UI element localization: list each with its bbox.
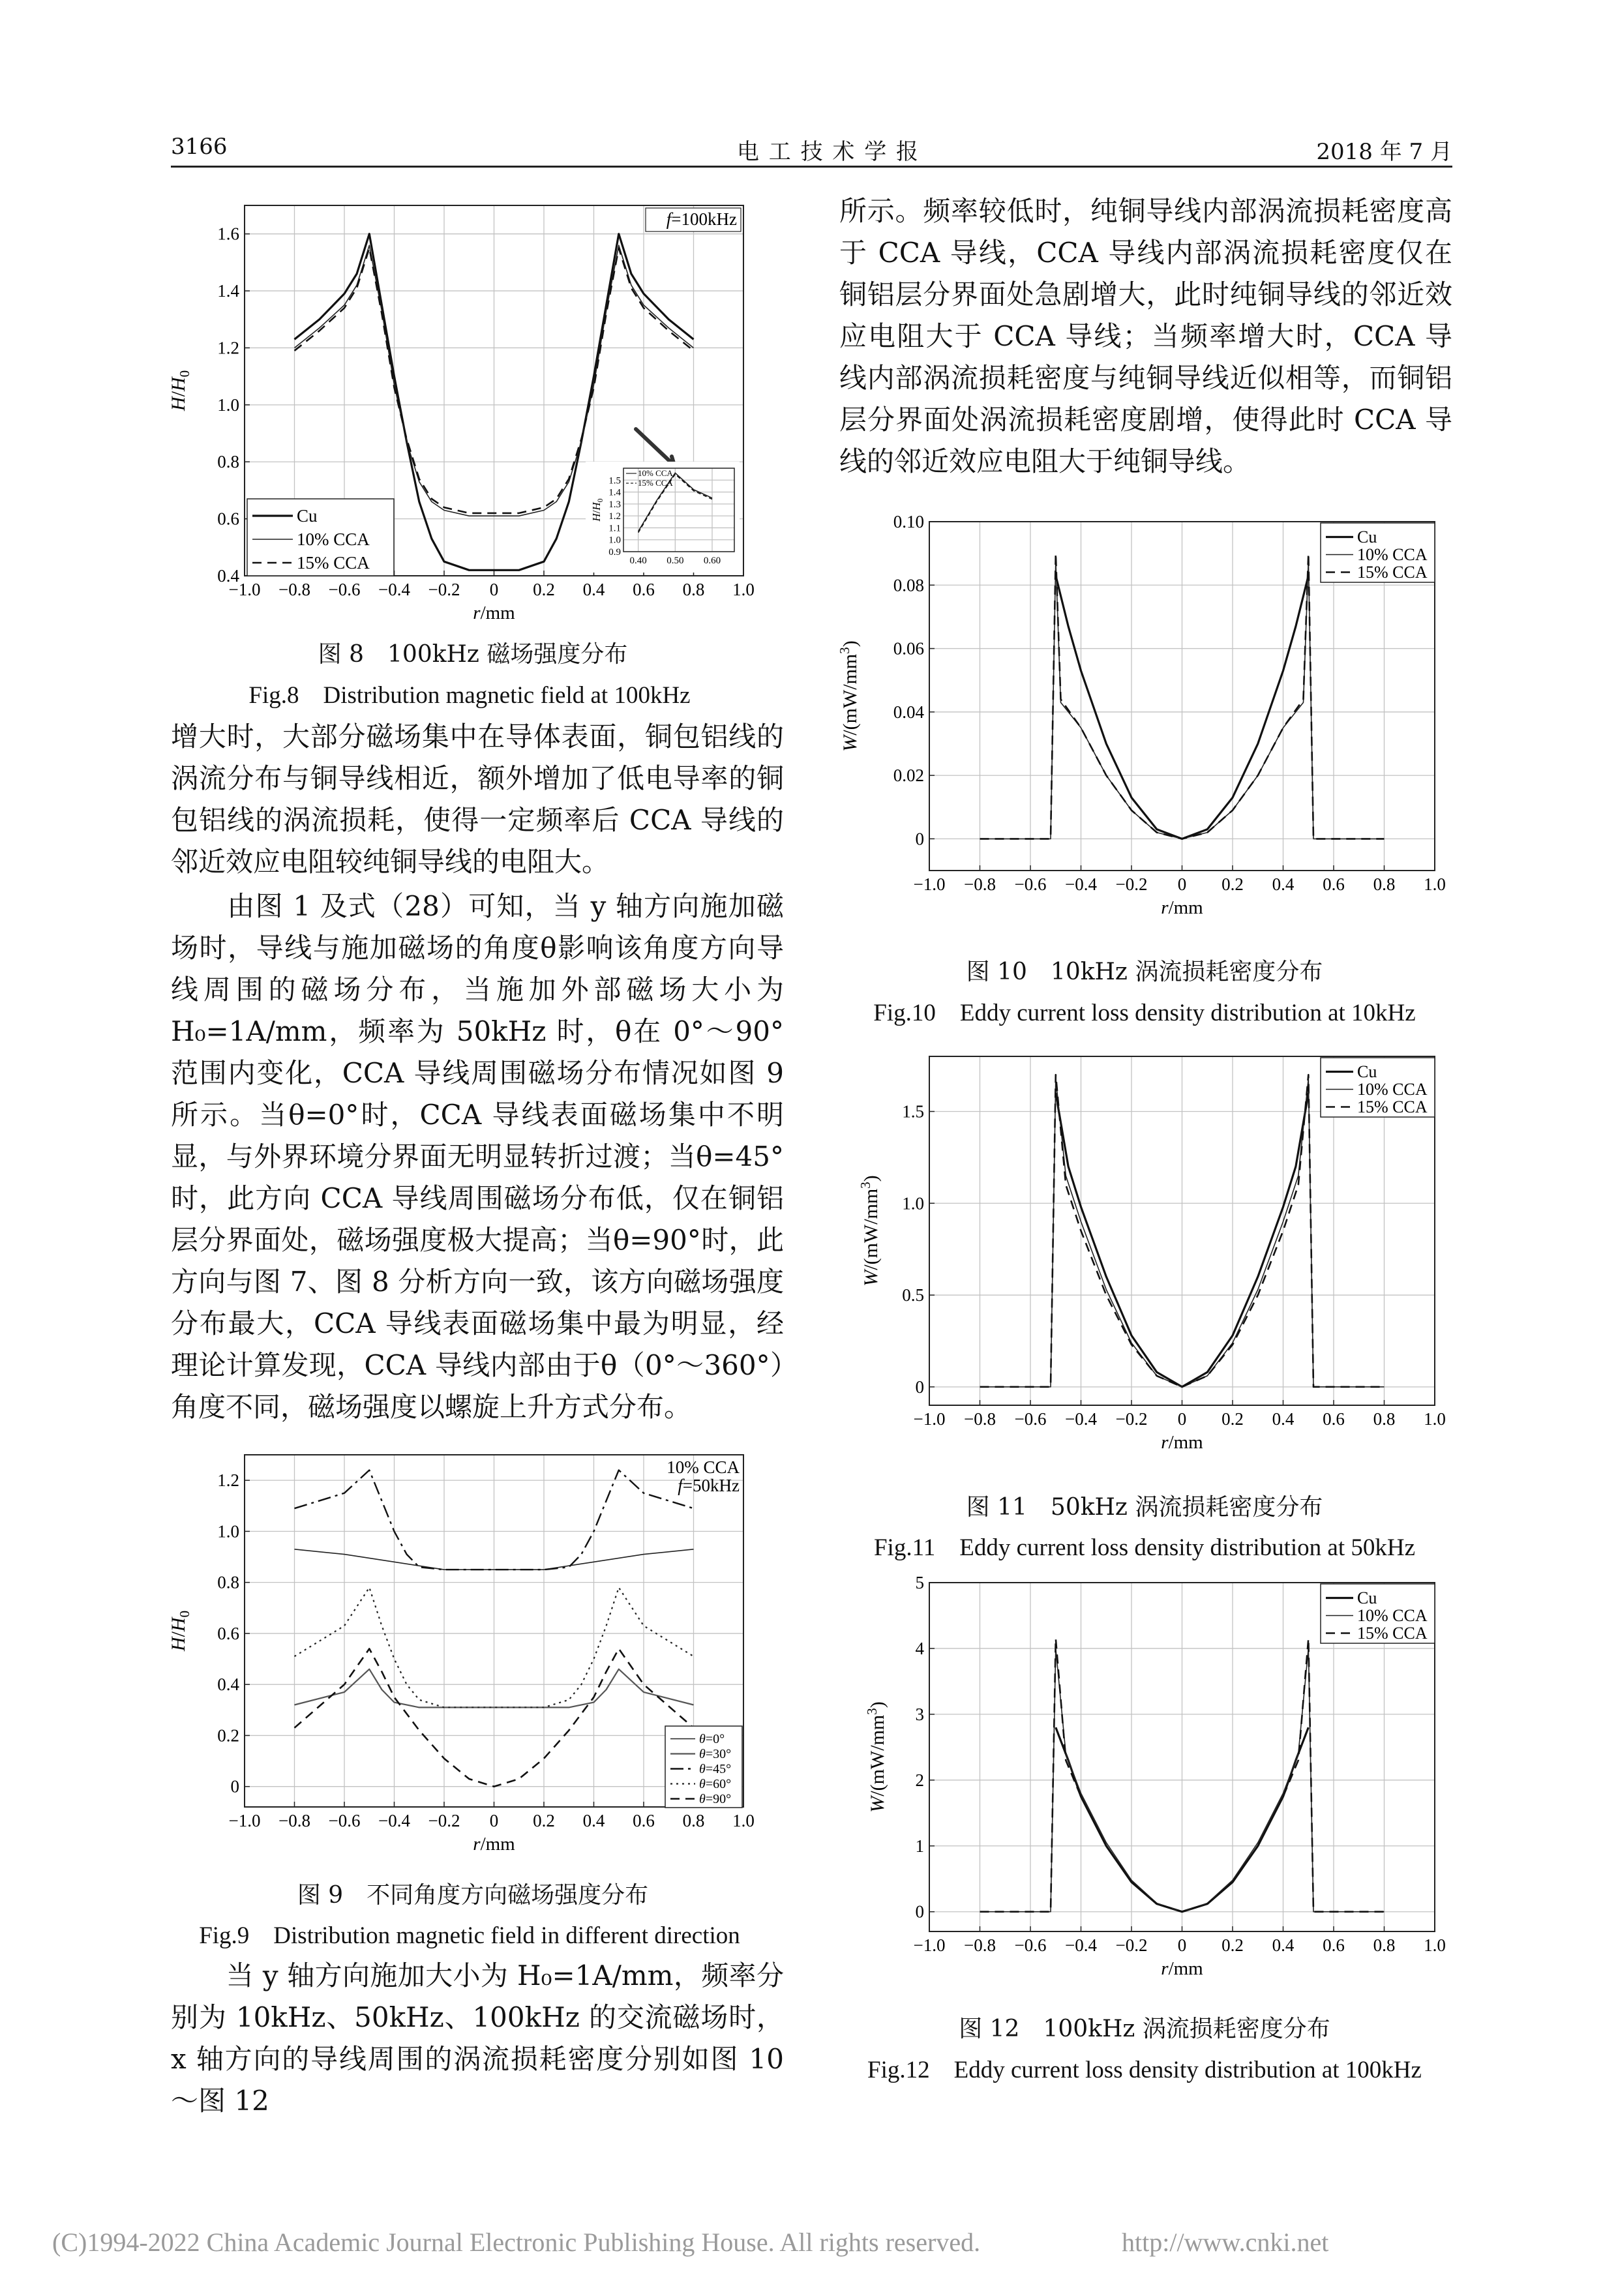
y-axis-label: $W/(mW/mm^3)$: [864, 1701, 888, 1813]
x-tick-label: −0.4: [1065, 1935, 1097, 1955]
y-tick-label: 1.0: [217, 1521, 239, 1542]
inset-y-tick-label: 1.2: [608, 511, 621, 522]
figure-10-chart: [837, 507, 1474, 938]
legend-label: 15% CCA: [1357, 1097, 1428, 1117]
legend-label: 10% CCA: [1357, 545, 1428, 565]
y-tick-label: 2: [915, 1770, 924, 1790]
legend-label: Cu: [1357, 528, 1377, 547]
x-tick-label: −0.4: [1065, 1409, 1097, 1429]
x-tick-label: 0.4: [1272, 1409, 1295, 1429]
y-tick-label: 0: [915, 1901, 924, 1922]
y-tick-label: 5: [915, 1573, 924, 1592]
inset-x-tick-label: 0.50: [667, 556, 684, 566]
figure-10-caption-cn: 图 10 10kHz 涡流损耗密度分布: [966, 959, 1323, 985]
x-tick-label: −0.2: [428, 1811, 460, 1830]
legend-label: Cu: [297, 506, 318, 526]
legend-label: Cu: [1357, 1062, 1377, 1082]
x-tick-label: −0.6: [328, 580, 361, 599]
y-tick-label: 1.4: [217, 281, 239, 301]
inset-y-tick-label: 1.5: [608, 475, 621, 486]
journal-title: 电 工 技 术 学 报: [736, 139, 920, 165]
x-tick-label: 0.4: [1272, 1935, 1295, 1955]
header-rule: [171, 166, 1452, 168]
inset-y-tick-label: 0.9: [608, 547, 621, 558]
y-axis-label: $H/H_0$: [168, 1610, 192, 1652]
x-tick-label: −0.8: [964, 1935, 996, 1955]
y-tick-label: 1.2: [217, 338, 239, 358]
x-axis-label: r/mm: [1161, 1432, 1203, 1453]
issue-date: 2018 年 7 月: [1316, 139, 1452, 165]
x-tick-label: 0: [1177, 1935, 1187, 1955]
inset-legend-label: 15% CCA: [638, 478, 673, 488]
x-tick-label: −1.0: [228, 1811, 261, 1830]
y-tick-label: 1.6: [217, 224, 239, 244]
inset-y-tick-label: 1.0: [608, 535, 621, 546]
y-tick-label: 1.5: [902, 1101, 924, 1122]
x-axis-label: r/mm: [1161, 1958, 1203, 1979]
y-tick-label: 1: [915, 1836, 924, 1856]
x-tick-label: 0.6: [1323, 1935, 1345, 1955]
figure-9-caption-en: Fig.9 Distribution magnetic field in different direction: [199, 1922, 740, 1949]
legend-label: 15% CCA: [297, 553, 370, 573]
x-tick-label: 0.4: [1272, 874, 1295, 894]
inset-legend-label: 10% CCA: [638, 468, 673, 478]
x-tick-label: 0.4: [582, 580, 605, 599]
y-tick-label: 0.04: [893, 702, 924, 722]
legend-label: 15% CCA: [1357, 563, 1428, 582]
x-tick-label: −0.6: [1014, 1409, 1047, 1429]
y-tick-label: 0.4: [217, 1675, 239, 1695]
x-tick-label: −0.6: [328, 1811, 361, 1830]
x-tick-label: 0.6: [1323, 874, 1345, 894]
x-axis-label: r/mm: [1161, 897, 1203, 918]
y-axis-label: $W/(mW/mm^3)$: [837, 640, 861, 752]
y-tick-label: 0.6: [217, 509, 239, 529]
x-tick-label: −0.4: [378, 1811, 410, 1830]
x-tick-label: 1.0: [1424, 874, 1446, 894]
x-tick-label: −0.2: [1115, 874, 1148, 894]
x-tick-label: 1.0: [1424, 1935, 1446, 1955]
x-tick-label: 0.6: [633, 580, 655, 599]
y-tick-label: 0.4: [217, 566, 239, 586]
x-tick-label: −0.8: [278, 1811, 310, 1830]
x-tick-label: 1.0: [732, 1811, 755, 1830]
legend-label: θ=90°: [699, 1792, 732, 1807]
frequency-annotation: f=100kHz: [666, 209, 737, 229]
x-tick-label: 0.2: [533, 580, 555, 599]
figure-10-caption-en: Fig.10 Eddy current loss density distribution at 10kHz: [873, 1000, 1416, 1026]
figure-12-caption-cn: 图 12 100kHz 涡流损耗密度分布: [959, 2016, 1330, 2042]
y-tick-label: 3: [915, 1704, 924, 1724]
x-tick-label: −1.0: [228, 580, 261, 599]
material-annotation: 10% CCA: [667, 1457, 740, 1477]
x-tick-label: 0.8: [1373, 874, 1396, 894]
x-tick-label: −1.0: [913, 874, 946, 894]
y-tick-label: 0.10: [893, 512, 924, 531]
inset-x-tick-label: 0.60: [703, 556, 721, 566]
right-paragraph-1: 所示。频率较低时，纯铜导线内部涡流损耗密度高于 CCA 导线，CCA 导线内部涡流损耗密度仅在铜铝层分界面处急剧增大，此时纯铜导线的邻近效应电阻大于 CCA 导线；当频率增大时，CCA 导线内部涡流损耗密度与纯铜导线近似相等，而铜铝层分界面处涡流损耗密度剧增，使得此时 CCA 导线的邻近效应电阻大于纯铜导线。: [839, 195, 1452, 477]
x-tick-label: 0.2: [1221, 1935, 1244, 1955]
x-tick-label: −0.2: [1115, 1935, 1148, 1955]
figure-11-caption-cn: 图 11 50kHz 涡流损耗密度分布: [966, 1494, 1323, 1521]
y-tick-label: 0.6: [217, 1623, 239, 1643]
y-tick-label: 0.02: [893, 766, 924, 786]
figure-12-chart: [841, 1568, 1474, 1999]
legend-label: θ=60°: [699, 1777, 732, 1792]
x-tick-label: 0.6: [633, 1811, 655, 1830]
x-tick-label: −0.8: [964, 874, 996, 894]
x-tick-label: 0.2: [533, 1811, 555, 1830]
x-tick-label: −1.0: [913, 1409, 946, 1429]
legend-label: θ=30°: [699, 1747, 732, 1762]
x-tick-label: −0.2: [428, 580, 460, 599]
x-tick-label: −0.8: [278, 580, 310, 599]
figure-9-caption-cn: 图 9 不同角度方向磁场强度分布: [297, 1882, 649, 1909]
x-tick-label: 0.2: [1221, 874, 1244, 894]
y-tick-label: 0.8: [217, 1572, 239, 1592]
x-tick-label: −0.6: [1014, 874, 1047, 894]
figure-11-caption-en: Fig.11 Eddy current loss density distribution at 50kHz: [873, 1534, 1416, 1561]
x-tick-label: 0.8: [682, 1811, 705, 1830]
y-tick-label: 0.2: [217, 1725, 239, 1746]
inset-y-tick-label: 1.3: [608, 499, 621, 510]
x-tick-label: 0.8: [682, 580, 705, 599]
copyright-notice: (C)1994-2022 China Academic Journal Electronic Publishing House. All rights reserved.: [52, 2228, 981, 2257]
figure-9-chart: [157, 1444, 783, 1865]
figure-11-chart: [841, 1042, 1474, 1472]
figure-8-caption-en: Fig.8 Distribution magnetic field at 100kHz: [248, 682, 691, 709]
legend-label: θ=45°: [699, 1762, 732, 1777]
y-tick-label: 0.08: [893, 575, 924, 595]
inset-y-tick-label: 1.1: [608, 523, 621, 534]
inset-y-tick-label: 1.4: [608, 487, 621, 498]
legend-label: 10% CCA: [297, 529, 370, 549]
figure-8-chart: [157, 189, 783, 662]
legend-label: Cu: [1357, 1588, 1377, 1608]
x-axis-label: r/mm: [473, 1834, 515, 1855]
x-tick-label: 0.2: [1221, 1409, 1244, 1429]
x-tick-label: 0: [1177, 874, 1187, 894]
y-tick-label: 0: [915, 829, 924, 849]
figure-8-caption-cn: 图 8 100kHz 磁场强度分布: [318, 641, 628, 668]
legend-label: 10% CCA: [1357, 1606, 1428, 1626]
y-tick-label: 1.2: [217, 1470, 239, 1491]
x-axis-label: r/mm: [473, 603, 515, 623]
x-tick-label: 0.8: [1373, 1409, 1396, 1429]
y-axis-label: $H/H_0$: [168, 370, 192, 411]
y-tick-label: 0: [915, 1377, 924, 1397]
x-tick-label: 1.0: [732, 580, 755, 599]
left-paragraph-1: 增大时，大部分磁场集中在导体表面，铜包铝线的涡流分布与铜导线相近，额外增加了低电导率的铜包铝线的涡流损耗，使得一定频率后 CCA 导线的邻近效应电阻较纯铜导线的电阻大。: [171, 721, 784, 878]
y-tick-label: 1.0: [217, 395, 239, 415]
x-tick-label: −0.8: [964, 1409, 996, 1429]
y-tick-label: 0: [230, 1776, 239, 1797]
x-tick-label: 1.0: [1424, 1409, 1446, 1429]
x-tick-label: 0.4: [582, 1811, 605, 1830]
x-tick-label: −0.4: [378, 580, 410, 599]
x-tick-label: 0: [489, 580, 499, 599]
x-tick-label: −1.0: [913, 1935, 946, 1955]
cnki-url[interactable]: http://www.cnki.net: [1122, 2228, 1329, 2257]
y-tick-label: 4: [915, 1638, 924, 1658]
page-number: 3166: [171, 134, 228, 160]
x-tick-label: −0.2: [1115, 1409, 1148, 1429]
x-tick-label: −0.4: [1065, 874, 1097, 894]
y-tick-label: 0.8: [217, 452, 239, 472]
x-tick-label: 0: [1177, 1409, 1187, 1429]
x-tick-label: 0.8: [1373, 1935, 1396, 1955]
frequency-annotation: f=50kHz: [678, 1476, 740, 1495]
y-axis-label: $W/(mW/mm^3)$: [858, 1175, 882, 1287]
left-paragraph-3: 当 y 轴方向施加大小为 H₀=1A/mm，频率分别为 10kHz、50kHz、100kHz 的交流磁场时，x 轴方向的导线周围的涡流损耗密度分别如图 10～图 12: [171, 1960, 784, 2117]
figure-12-caption-en: Fig.12 Eddy current loss density distribution at 100kHz: [867, 2057, 1422, 2083]
y-tick-label: 1.0: [902, 1193, 924, 1214]
inset-y-axis-label: $H/H_0$: [590, 498, 605, 522]
x-tick-label: −0.6: [1014, 1935, 1047, 1955]
legend-label: θ=0°: [699, 1732, 725, 1747]
inset-x-tick-label: 0.40: [629, 556, 647, 566]
y-tick-label: 0.5: [902, 1285, 924, 1305]
y-tick-label: 0.06: [893, 638, 924, 659]
x-tick-label: 0.6: [1323, 1409, 1345, 1429]
legend-label: 15% CCA: [1357, 1624, 1428, 1643]
legend-label: 10% CCA: [1357, 1080, 1428, 1099]
left-paragraph-2: 由图 1 及式（28）可知，当 y 轴方向施加磁场时，导线与施加磁场的角度θ影响该角度方向导线周围的磁场分布，当施加外部磁场大小为 H₀=1A/mm，频率为 50kHz 时，θ在 0°～90°范围内变化，CCA 导线周围磁场分布情况如图 9 所示。当θ=0°时，CCA 导线表面磁场集中不明显，与外界环境分界面无明显转折过渡；当θ=45°时，此方向 CCA 导线周围磁场分布低，仅在铜铝层分界面处，磁场强度极大提高；当θ=90°时，此方向与图 7、图 8 分析方向一致，该方向磁场强度分布最大，CCA 导线表面磁场集中最为明显，经理论计算发现，CCA 导线内部由于θ（0°～360°）角度不同，磁场强度以螺旋上升方式分布。: [171, 890, 793, 1423]
x-tick-label: 0: [489, 1811, 499, 1830]
